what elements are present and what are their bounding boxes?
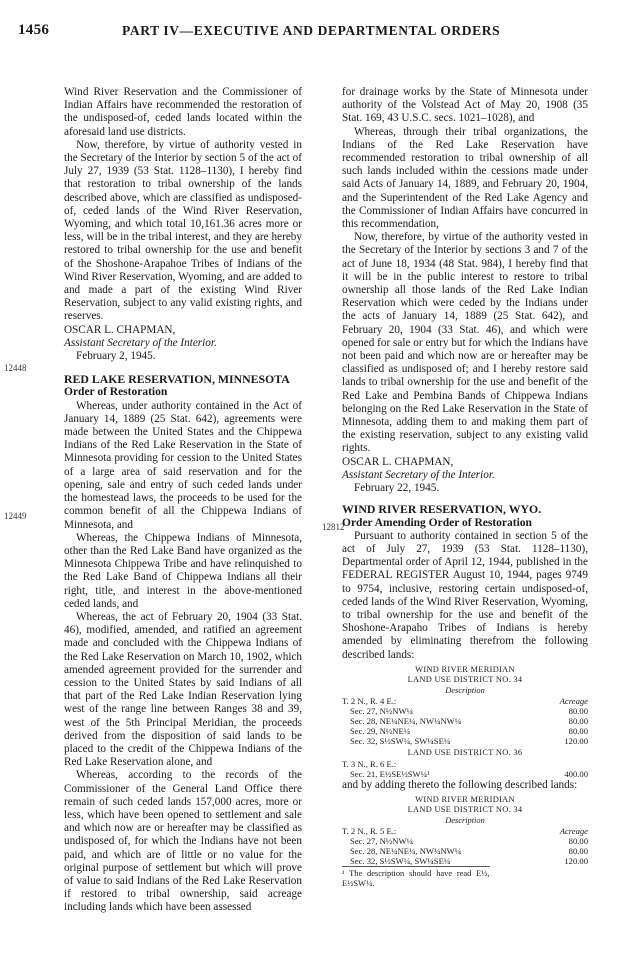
table-row: Sec. 29, N½NE¼ 80.00 <box>350 726 588 737</box>
table-row: Sec. 32, S½SW¼, SW¼SE¼ 120.00 <box>350 856 588 867</box>
paragraph: for drainage works by the State of Minnesota under authority of the Volstead Act of May 20, 1908 (35 Stat. 169, 43 U.S.C. secs. 1021–1028), and <box>342 86 588 125</box>
table-row: Sec. 28, NE¼NE¼, NW¼NW¼ 80.00 <box>350 846 588 857</box>
land-table <box>342 826 588 866</box>
meridian-label: WIND RIVER MERIDIAN <box>415 664 515 674</box>
order-title: Order of Restoration <box>64 386 168 399</box>
paragraph: Pursuant to authority contained in section 5 of the act of July 27, 1939 (53 Stat. 1128–1130), Departmental order of April 12, 1944, published in the FEDERAL REGISTER August 10, 1944, pages 9749 to 9754, inclusive, restoring certain undisposed-of, ceded lands of the Wind River Reservation, Wyoming, to tribal ownership for the use and benefit of the Shoshone-Arapaho Tribes of Indians is hereby amended by eliminating therefrom the following described lands: <box>342 529 588 661</box>
paragraph: and by adding thereto the following described lands: <box>342 778 578 791</box>
date: February 2, 1945. <box>76 350 156 363</box>
margin-note: 12449 <box>4 511 27 521</box>
acreage-label: Acreage <box>559 826 588 837</box>
district-label: LAND USE DISTRICT NO. 34 <box>407 805 523 815</box>
section-heading: RED LAKE RESERVATION, MINNESOTA <box>64 372 290 387</box>
section-heading: WIND RIVER RESERVATION, WYO. <box>342 502 542 517</box>
signature-title: Assistant Secretary of the Interior. <box>342 468 495 481</box>
running-title: PART IV—EXECUTIVE AND DEPARTMENTAL ORDERS <box>122 23 501 38</box>
date: February 22, 1945. <box>354 482 440 495</box>
district-label: LAND USE DISTRICT NO. 34 <box>407 675 523 685</box>
meridian-label: WIND RIVER MERIDIAN <box>415 794 515 804</box>
page-header <box>0 0 623 40</box>
paragraph: Whereas, the Chippewa Indians of Minnesota, other than the Red Lake Band have organized as the Minnesota Chippewa Tribe and have relinquished to the Red Lake Band of Chippewa Indians all their right, title, and interest in the above-mentioned ceded lands, and <box>64 531 302 610</box>
paragraph: Now, therefore, by virtue of authority vested in the Secretary of the Interior by section 5 of the act of July 27, 1939 (53 Stat. 1128–1130), I hereby find that restoration to tribal ownership of the lands described above, which are classified as undisposed-of, ceded lands of the Wind River Reservation, Wyoming, and which total 10,161.36 acres more or less, will be in the tribal interest, and they are hereby restored to tribal ownership for the use and benefit of the Shoshone-Arapahoe Tribes of Indians of the Wind River Reservation, Wyoming, and are added to and made a part of the existing Wind River Reservation, subject to any valid existing rights, and reserves. <box>64 138 302 323</box>
paragraph: Wind River Reservation and the Commissioner of Indian Affairs have recommended the restoration of the undisposed-of, ceded lands located within the aforesaid land use districts. <box>64 86 302 138</box>
page-number: 1456 <box>18 22 50 38</box>
paragraph: Whereas, according to the records of the Commissioner of the General Land Office there remain of such ceded lands 157,000 acres, more or less, which have been opened to settlement and sale and which now are or hereafter may be classified as undisposed of, for which the Indians have not been paid, and which are of little or no value for the original purpose of settlement but which will prove of value to said Indians of the Red Lake Reservation if restored to tribal ownership, said acreage including lands which have been assessed <box>64 769 302 914</box>
table-row: Sec. 28, NE¼NE¼, NW¼NW¼ 80.00 <box>350 716 588 727</box>
table-row: Sec. 27, N½NW¼ 80.00 <box>350 706 588 717</box>
margin-note: 12448 <box>4 363 27 373</box>
description-label: Description <box>445 685 485 695</box>
signature-title: Assistant Secretary of the Interior. <box>64 336 217 349</box>
paragraph: Now, therefore, by virtue of the authority vested in the Secretary of the Interior by sections 3 and 7 of the act of June 18, 1934 (48 Stat. 984), I hereby find that it will be in the public interest to restore to tribal ownership all those lands of the Red Lake Indian Reservation which were ceded by the Indians under the acts of January 14, 1889 (25 Stat. 642), and February 20, 1904 (33 Stat. 46), and which were opened for sale or entry but for which the Indians have not been paid and which now are or hereafter may be classified as undisposed of; and I hereby restore said lands to tribal ownership for the use and benefit of the Red Lake and Pembina Bands of Chippewa Indians belonging on the Red Lake Reservation in the State of Minnesota, adding them to and making them part of the existing reservation, subject to any existing valid rights. <box>342 231 588 455</box>
land-table <box>342 696 588 746</box>
description-label: Description <box>445 815 485 825</box>
table-row: Sec. 32, S½SW¼, SW¼SE¼ 120.00 <box>350 736 588 747</box>
footnote: ¹ The description should have read E½, E½SW¼. <box>342 866 490 889</box>
township-label: T. 2 N., R. 5 E.: <box>342 826 397 837</box>
signature-name: OSCAR L. CHAPMAN, <box>342 455 454 468</box>
paragraph: Whereas, the act of February 20, 1904 (33 Stat. 46), modified, amended, and ratified an agreement made and concluded with the Chippewa Indians of the Red Lake Reservation on March 10, 1902, which amended agreement provided for the surrender and cession to the United States by said Indians of all that part of the Red Lake Indian Reservation lying west of the range line between Ranges 38 and 39, west of the 5th Principal Meridian, the proceeds derived from the disposition of said lands to be placed to the credit of the Chippewa Indians of the Red Lake Reservation alone, and <box>64 610 302 769</box>
table-row: Sec. 27, N½NW¼ 80.00 <box>350 836 588 847</box>
paragraph: Whereas, through their tribal organizations, the Indians of the Red Lake Reservation have recommended restoration to tribal ownership of all such lands included within the cessions made under said Acts of January 14, 1889, and February 20, 1904, and the Superintendent of the Red Lake Agency and the Commissioner of Indian Affairs have concurred in this recommendation, <box>342 125 588 231</box>
acreage-label: Acreage <box>559 696 588 707</box>
signature-name: OSCAR L. CHAPMAN, <box>64 323 176 336</box>
paragraph: Whereas, under authority contained in the Act of January 14, 1889 (25 Stat. 642), agreements were made between the United States and the Chippewa Indians of the Red Lake Reservation in the State of Minnesota providing for cession to the United States of a large area of said reservation and for the opening, sale and entry of such ceded lands under the homestead laws, the proceeds to be used for the common benefit of all the Chippewa Indians of Minnesota, and <box>64 399 302 531</box>
land-table <box>342 759 588 779</box>
township-label: T. 2 N., R. 4 E.: <box>342 696 397 707</box>
township-label: T. 3 N., R. 6 E.: <box>342 758 397 769</box>
margin-note: 12812 <box>322 522 345 532</box>
district-label: LAND USE DISTRICT NO. 36 <box>407 748 523 758</box>
table-row: Sec. 21, E½SE½SW¼¹ 400.00 <box>350 768 588 779</box>
order-title: Order Amending Order of Restoration <box>342 516 532 529</box>
right-column <box>342 86 588 889</box>
left-column <box>64 86 302 915</box>
